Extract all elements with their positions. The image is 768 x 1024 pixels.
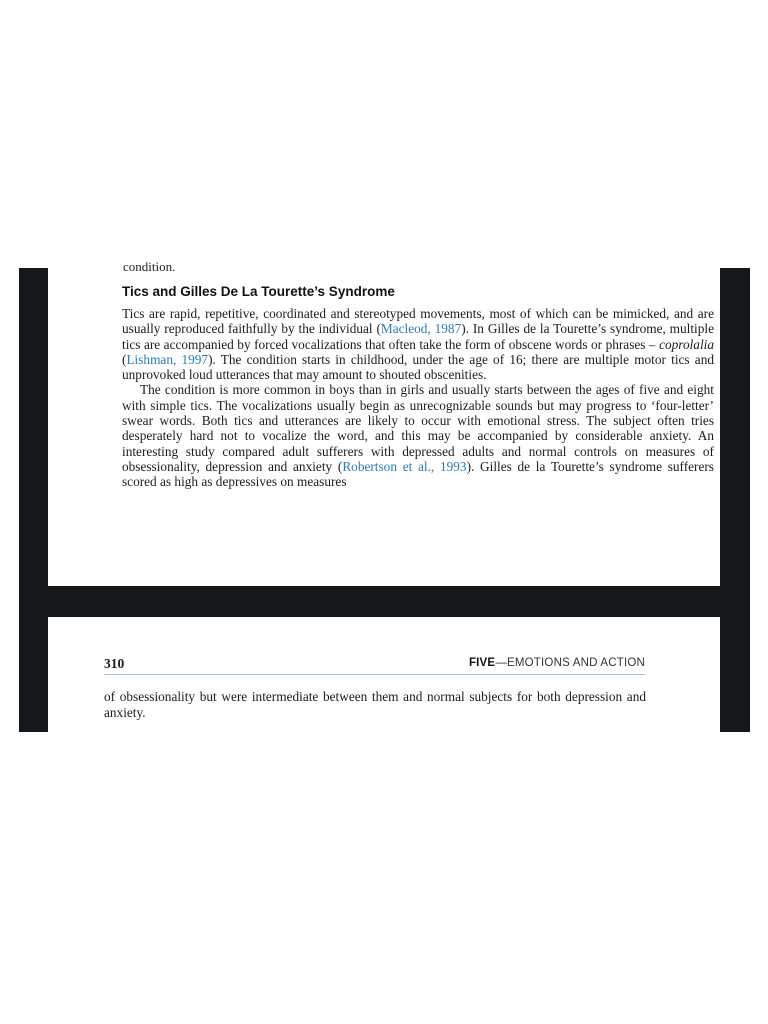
frame-horizontal-divider xyxy=(19,586,750,617)
paragraph-1-text-b: ). In Gilles de la Tourette’s syndrome, multiple tics are accompanied by forced vocalizations that often take the form of obscene words or phrases – xyxy=(122,321,714,352)
upper-page-scan xyxy=(48,259,720,586)
paragraph-1-text-d: ). The condition starts in childhood, under the age of 16; there are multiple motor tics and unprovoked loud utterances that may amount to shouted obscenities. xyxy=(122,351,714,383)
section-heading: Tics and Gilles De La Tourette’s Syndrome xyxy=(122,284,395,299)
frame-left-upper xyxy=(19,268,48,586)
paragraph-1-text-a: Tics are rapid, repetitive, coordinated and stereotyped movements, most of which can be mimicked, and are usually reproduced faithfully by the individual ( xyxy=(122,306,714,337)
frame-left-lower xyxy=(19,617,48,732)
citation-macleod[interactable]: Macleod, 1987 xyxy=(380,321,462,337)
header-rule xyxy=(104,674,645,675)
citation-robertson[interactable]: Robertson et al., 1993 xyxy=(342,458,467,474)
frame-right-lower xyxy=(720,617,750,732)
paragraph-2-text-a: The condition is more common in boys than in girls and usually starts between the ages of five and eight with simple tics. The vocalizations usually begin as unrecognizable sounds but may progress to ‘four-letter’ swear words. Both tics and utterances are likely to occur with emotional stress. The subject often tries desperately hard not to vocalize the word, and this may be accompanied by considerable anxiety. An interesting study compared adult sufferers with depressed adults and normal controls on measures of obsessionality, depression and anxiety ( xyxy=(122,382,714,474)
cut-off-previous-line: condition. xyxy=(123,259,176,274)
paragraph-2-text-b: ). Gilles de la Tourette’s syndrome sufferers scored as high as depressives on measures xyxy=(122,458,714,490)
page-number: 310 xyxy=(104,656,125,671)
italic-term: coprolalia xyxy=(659,336,714,352)
section-body xyxy=(122,306,714,490)
paragraph-1-text-c: ( xyxy=(122,351,127,367)
running-header xyxy=(469,657,645,669)
running-header-chapter: FIVE xyxy=(468,657,496,669)
citation-lishman[interactable]: Lishman, 1997 xyxy=(126,351,209,367)
paragraph-2 xyxy=(122,382,714,489)
paragraph-1 xyxy=(122,306,714,382)
lower-page-scan xyxy=(48,617,720,732)
continuation-text xyxy=(104,689,646,721)
continuation-paragraph: of obsessionality but were intermediate between them and normal subjects for both depression and anxiety. xyxy=(104,689,646,720)
running-header-title: —EMOTIONS AND ACTION xyxy=(495,657,645,669)
frame-right-upper xyxy=(720,268,750,586)
